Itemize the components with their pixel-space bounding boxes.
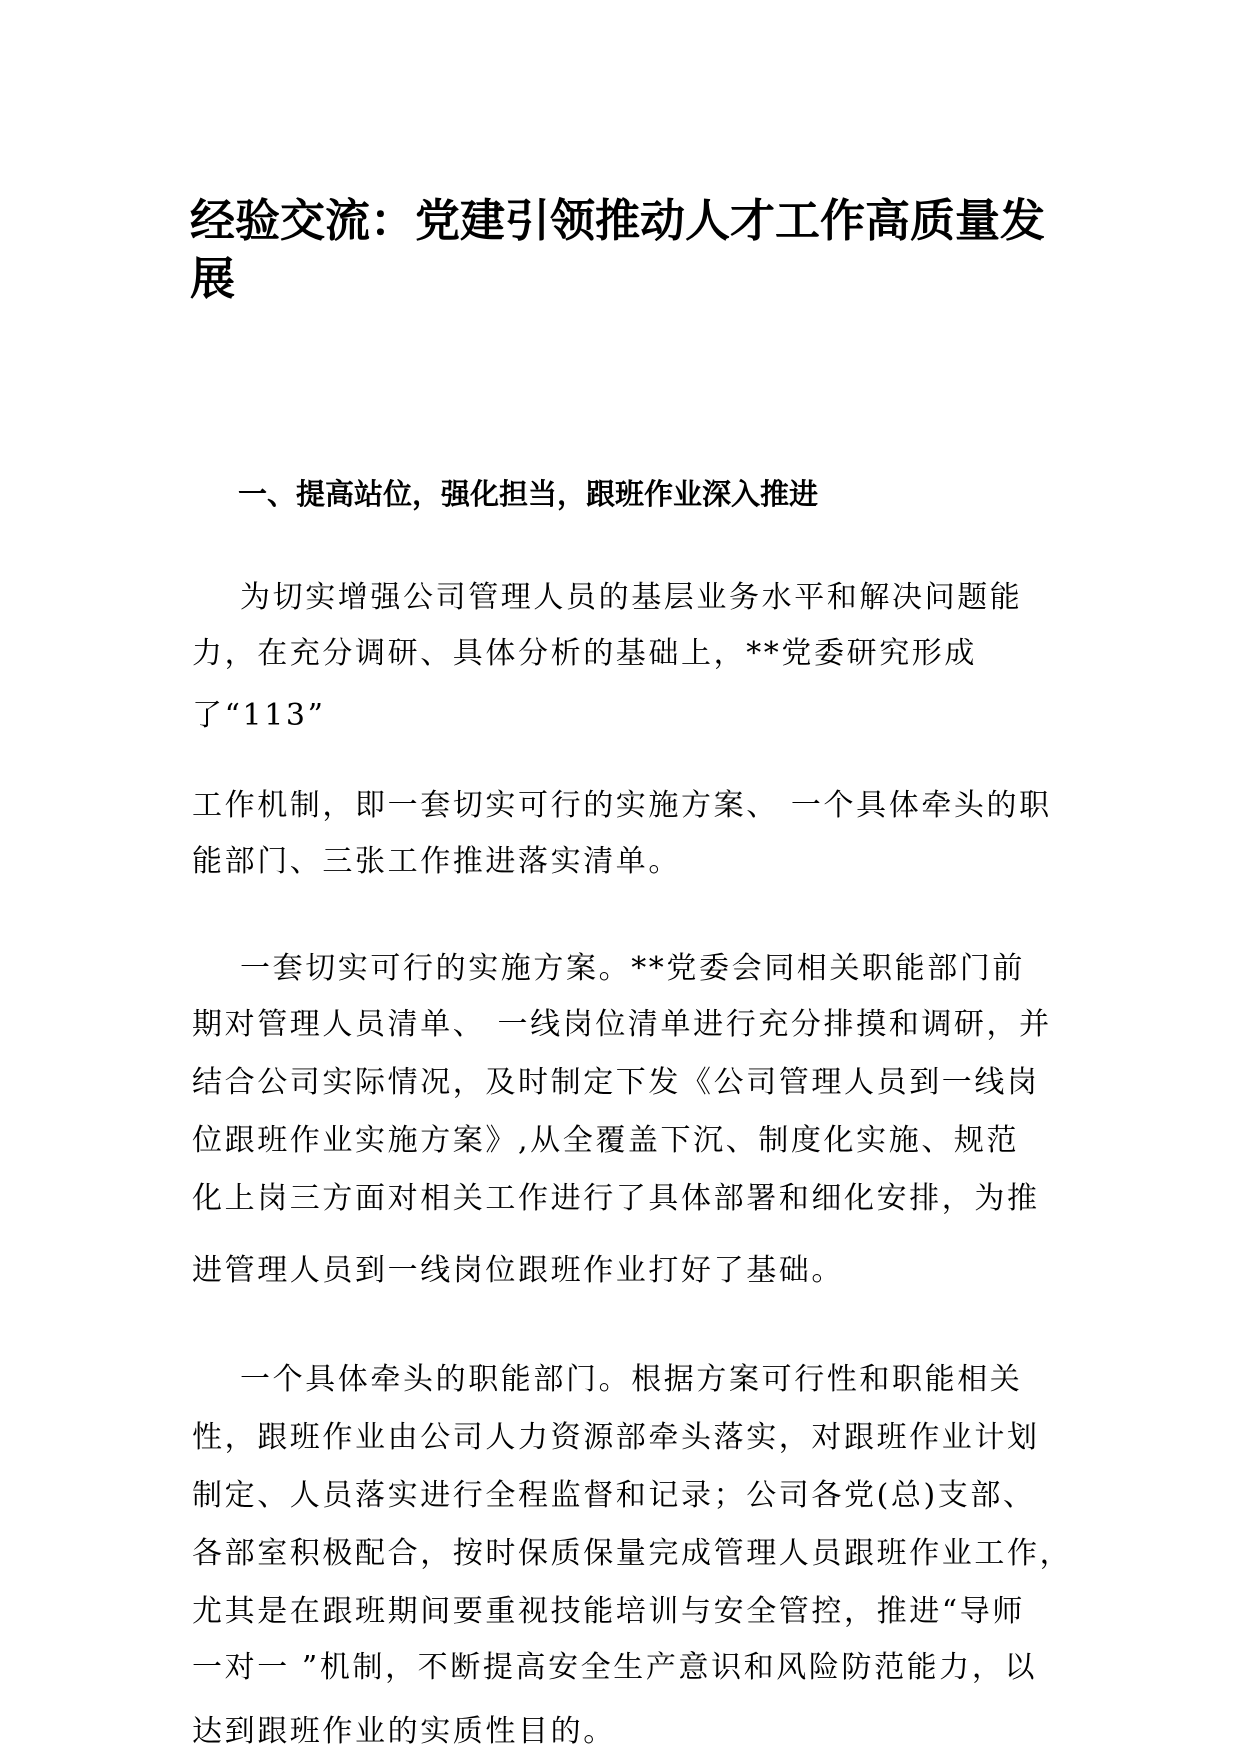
paragraph-2-line-2: 能部门、三张工作推进落实清单。 [192,844,681,879]
paragraph-4-line-1: 一个具体牵头的职能部门。根据方案可行性和职能相关 [240,1362,1023,1397]
paragraph-1-line-1: 为切实增强公司管理人员的基层业务水平和解决问题能 [240,580,1023,615]
paragraph-4-line-6: 一对一 ”机制，不断提高安全生产意识和风险防范能力，以 [192,1650,1038,1685]
paragraph-1-line-3: 了“113” [192,698,326,733]
paragraph-4-line-5: 尤其是在跟班期间要重视技能培训与安全管控，推进“导师 [192,1594,1025,1629]
paragraph-3-line-1: 一套切实可行的实施方案。**党委会同相关职能部门前 [240,951,1025,986]
paragraph-3-line-2: 期对管理人员清单、 一线岗位清单进行充分排摸和调研，并 [192,1007,1052,1042]
paragraph-3-line-5: 化上岗三方面对相关工作进行了具体部署和细化安排，为推 [192,1181,1040,1216]
paragraph-2-line-1: 工作机制，即一套切实可行的实施方案、 一个具体牵头的职 [192,788,1052,823]
paragraph-3-line-4: 位跟班作业实施方案》,从全覆盖下沉、制度化实施、规范 [192,1123,1020,1158]
paragraph-1-line-2: 力，在充分调研、具体分析的基础上，**党委研究形成 [192,636,977,671]
paragraph-4-line-3: 制定、人员落实进行全程监督和记录；公司各党(总)支部、 [192,1478,1036,1513]
document-title: 经验交流：党建引领推动人才工作高质量发展 [190,194,1046,305]
paragraph-4-line-4: 各部室积极配合，按时保质保量完成管理人员跟班作业工作， [192,1536,1073,1571]
paragraph-3-line-6: 进管理人员到一线岗位跟班作业打好了基础。 [192,1253,844,1288]
paragraph-4-line-2: 性，跟班作业由公司人力资源部牵头落实，对跟班作业计划 [192,1420,1040,1455]
paragraph-4-line-7: 达到跟班作业的实质性目的。 [192,1714,616,1749]
paragraph-3-line-3: 结合公司实际情况，及时制定下发《公司管理人员到一线岗 [192,1065,1040,1100]
section-heading: 一、提高站位，强化担当，跟班作业深入推进 [238,477,819,511]
